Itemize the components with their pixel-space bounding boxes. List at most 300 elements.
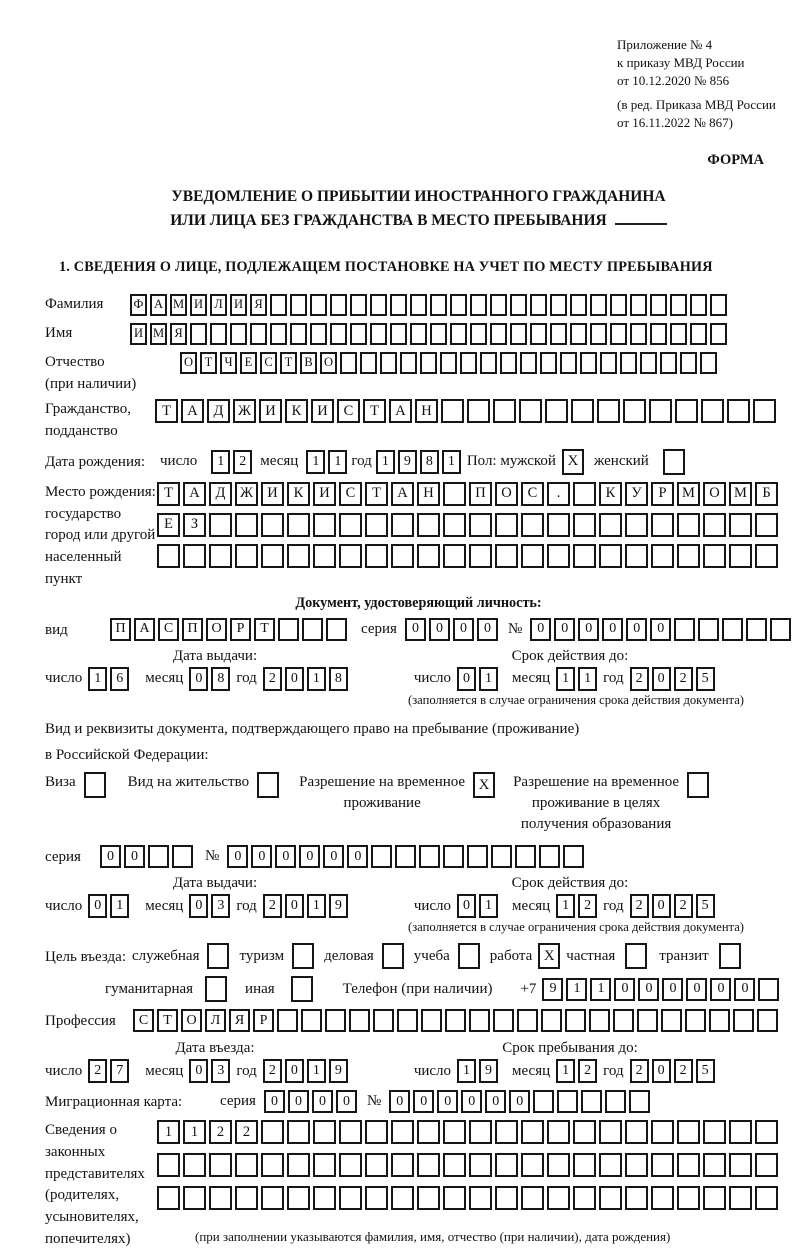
- form-cell[interactable]: 1: [556, 667, 575, 691]
- form-cell[interactable]: [443, 1120, 466, 1144]
- form-cell[interactable]: [330, 294, 347, 316]
- form-cell[interactable]: 0: [662, 978, 683, 1001]
- form-cell[interactable]: [443, 544, 466, 568]
- form-cell[interactable]: [540, 352, 557, 374]
- form-cell[interactable]: 1: [110, 894, 129, 918]
- form-cell[interactable]: [547, 1120, 570, 1144]
- form-cell[interactable]: [287, 1153, 310, 1177]
- form-cell[interactable]: 2: [88, 1059, 107, 1083]
- form-cell[interactable]: [625, 1120, 648, 1144]
- form-cell[interactable]: [480, 352, 497, 374]
- form-cell[interactable]: [755, 1186, 778, 1210]
- form-cell[interactable]: [490, 294, 507, 316]
- form-cell[interactable]: [391, 1186, 414, 1210]
- form-cell[interactable]: [680, 352, 697, 374]
- form-cell[interactable]: 2: [209, 1120, 232, 1144]
- form-cell[interactable]: [469, 1009, 490, 1032]
- form-cell[interactable]: М: [150, 323, 167, 345]
- form-cell[interactable]: 2: [263, 894, 282, 918]
- form-cell[interactable]: [637, 1009, 658, 1032]
- form-cell[interactable]: 0: [189, 894, 208, 918]
- form-cell[interactable]: [339, 544, 362, 568]
- form-cell[interactable]: 0: [336, 1090, 357, 1113]
- form-cell[interactable]: 0: [251, 845, 272, 868]
- form-cell[interactable]: [770, 618, 791, 641]
- form-cell[interactable]: [517, 1009, 538, 1032]
- form-cell[interactable]: [573, 1120, 596, 1144]
- form-cell[interactable]: [670, 294, 687, 316]
- form-cell[interactable]: X: [562, 449, 584, 475]
- form-cell[interactable]: [661, 1009, 682, 1032]
- form-cell[interactable]: [613, 1009, 634, 1032]
- form-cell[interactable]: [515, 845, 536, 868]
- form-cell[interactable]: [495, 544, 518, 568]
- form-cell[interactable]: 9: [329, 1059, 348, 1083]
- form-cell[interactable]: [727, 399, 750, 423]
- form-cell[interactable]: [495, 513, 518, 537]
- form-cell[interactable]: [610, 294, 627, 316]
- form-cell[interactable]: 3: [211, 894, 230, 918]
- form-cell[interactable]: [349, 1009, 370, 1032]
- form-cell[interactable]: У: [625, 482, 648, 506]
- form-cell[interactable]: 1: [183, 1120, 206, 1144]
- form-cell[interactable]: [183, 544, 206, 568]
- form-cell[interactable]: [440, 352, 457, 374]
- form-cell[interactable]: [651, 1153, 674, 1177]
- form-cell[interactable]: [629, 1090, 650, 1113]
- form-cell[interactable]: [557, 1090, 578, 1113]
- form-cell[interactable]: [460, 352, 477, 374]
- form-cell[interactable]: 1: [211, 450, 230, 474]
- form-cell[interactable]: [235, 1186, 258, 1210]
- form-cell[interactable]: 1: [479, 894, 498, 918]
- form-cell[interactable]: [313, 1186, 336, 1210]
- form-cell[interactable]: 0: [100, 845, 121, 868]
- form-cell[interactable]: М: [729, 482, 752, 506]
- form-cell[interactable]: [550, 323, 567, 345]
- form-cell[interactable]: [729, 1186, 752, 1210]
- form-cell[interactable]: [441, 399, 464, 423]
- form-cell[interactable]: [287, 513, 310, 537]
- form-cell[interactable]: И: [261, 482, 284, 506]
- form-cell[interactable]: 0: [652, 894, 671, 918]
- form-cell[interactable]: 2: [630, 894, 649, 918]
- form-cell[interactable]: 0: [734, 978, 755, 1001]
- form-cell[interactable]: [450, 294, 467, 316]
- form-cell[interactable]: 2: [578, 1059, 597, 1083]
- form-cell[interactable]: [610, 323, 627, 345]
- form-cell[interactable]: [495, 1186, 518, 1210]
- form-cell[interactable]: [157, 544, 180, 568]
- form-cell[interactable]: [469, 1153, 492, 1177]
- form-cell[interactable]: 0: [189, 667, 208, 691]
- form-cell[interactable]: [469, 544, 492, 568]
- form-cell[interactable]: В: [300, 352, 317, 374]
- form-cell[interactable]: Я: [229, 1009, 250, 1032]
- form-cell[interactable]: [261, 1153, 284, 1177]
- form-cell[interactable]: 0: [461, 1090, 482, 1113]
- form-cell[interactable]: 1: [306, 450, 325, 474]
- form-cell[interactable]: [573, 544, 596, 568]
- form-cell[interactable]: 0: [189, 1059, 208, 1083]
- form-cell[interactable]: 0: [457, 894, 476, 918]
- form-cell[interactable]: К: [285, 399, 308, 423]
- form-cell[interactable]: [581, 1090, 602, 1113]
- form-cell[interactable]: [625, 544, 648, 568]
- form-cell[interactable]: [746, 618, 767, 641]
- form-cell[interactable]: Н: [417, 482, 440, 506]
- form-cell[interactable]: 3: [211, 1059, 230, 1083]
- form-cell[interactable]: [278, 618, 299, 641]
- form-cell[interactable]: 0: [614, 978, 635, 1001]
- form-cell[interactable]: 0: [323, 845, 344, 868]
- form-cell[interactable]: [209, 1153, 232, 1177]
- form-cell[interactable]: [547, 513, 570, 537]
- form-cell[interactable]: [365, 1186, 388, 1210]
- form-cell[interactable]: [209, 1186, 232, 1210]
- form-cell[interactable]: 2: [263, 1059, 282, 1083]
- form-cell[interactable]: [350, 323, 367, 345]
- form-cell[interactable]: [550, 294, 567, 316]
- form-cell[interactable]: [599, 544, 622, 568]
- form-cell[interactable]: [570, 323, 587, 345]
- form-cell[interactable]: [620, 352, 637, 374]
- form-cell[interactable]: [685, 1009, 706, 1032]
- form-cell[interactable]: X: [538, 943, 560, 969]
- form-cell[interactable]: Т: [155, 399, 178, 423]
- form-cell[interactable]: 1: [590, 978, 611, 1001]
- form-cell[interactable]: 0: [602, 618, 623, 641]
- form-cell[interactable]: [755, 1153, 778, 1177]
- form-cell[interactable]: [443, 482, 466, 506]
- form-cell[interactable]: [235, 513, 258, 537]
- form-cell[interactable]: 0: [347, 845, 368, 868]
- form-cell[interactable]: [510, 323, 527, 345]
- form-cell[interactable]: 0: [453, 618, 474, 641]
- form-cell[interactable]: [729, 1153, 752, 1177]
- form-cell[interactable]: 1: [328, 450, 347, 474]
- form-cell[interactable]: [757, 1009, 778, 1032]
- form-cell[interactable]: Т: [363, 399, 386, 423]
- form-cell[interactable]: [599, 513, 622, 537]
- form-cell[interactable]: [469, 513, 492, 537]
- form-cell[interactable]: [339, 513, 362, 537]
- form-cell[interactable]: [365, 544, 388, 568]
- form-cell[interactable]: [257, 772, 279, 798]
- form-cell[interactable]: [430, 323, 447, 345]
- form-cell[interactable]: [400, 352, 417, 374]
- form-cell[interactable]: [391, 1120, 414, 1144]
- form-cell[interactable]: [395, 845, 416, 868]
- form-cell[interactable]: 9: [542, 978, 563, 1001]
- form-cell[interactable]: [287, 544, 310, 568]
- form-cell[interactable]: 1: [556, 894, 575, 918]
- form-cell[interactable]: [470, 323, 487, 345]
- form-cell[interactable]: 0: [650, 618, 671, 641]
- form-cell[interactable]: 0: [299, 845, 320, 868]
- form-cell[interactable]: 2: [674, 667, 693, 691]
- form-cell[interactable]: [519, 399, 542, 423]
- form-cell[interactable]: [650, 323, 667, 345]
- form-cell[interactable]: Ж: [233, 399, 256, 423]
- form-cell[interactable]: 2: [235, 1120, 258, 1144]
- form-cell[interactable]: [209, 544, 232, 568]
- form-cell[interactable]: [313, 513, 336, 537]
- form-cell[interactable]: 2: [263, 667, 282, 691]
- form-cell[interactable]: [373, 1009, 394, 1032]
- form-cell[interactable]: [530, 323, 547, 345]
- form-cell[interactable]: [397, 1009, 418, 1032]
- form-cell[interactable]: [420, 352, 437, 374]
- form-cell[interactable]: И: [230, 294, 247, 316]
- form-cell[interactable]: 1: [479, 667, 498, 691]
- form-cell[interactable]: 2: [674, 894, 693, 918]
- form-cell[interactable]: [419, 845, 440, 868]
- form-cell[interactable]: 0: [686, 978, 707, 1001]
- form-cell[interactable]: [469, 1120, 492, 1144]
- form-cell[interactable]: А: [391, 482, 414, 506]
- form-cell[interactable]: 0: [457, 667, 476, 691]
- form-cell[interactable]: [209, 513, 232, 537]
- form-cell[interactable]: 5: [696, 1059, 715, 1083]
- form-cell[interactable]: [698, 618, 719, 641]
- form-cell[interactable]: [651, 1120, 674, 1144]
- form-cell[interactable]: [547, 544, 570, 568]
- form-cell[interactable]: [339, 1186, 362, 1210]
- form-cell[interactable]: [391, 544, 414, 568]
- form-cell[interactable]: [709, 1009, 730, 1032]
- form-cell[interactable]: 1: [566, 978, 587, 1001]
- form-cell[interactable]: Д: [209, 482, 232, 506]
- form-cell[interactable]: [700, 352, 717, 374]
- form-cell[interactable]: Л: [205, 1009, 226, 1032]
- form-cell[interactable]: [630, 294, 647, 316]
- form-cell[interactable]: Н: [415, 399, 438, 423]
- form-cell[interactable]: [370, 294, 387, 316]
- form-cell[interactable]: 9: [479, 1059, 498, 1083]
- form-cell[interactable]: [340, 352, 357, 374]
- form-cell[interactable]: [310, 323, 327, 345]
- form-cell[interactable]: [703, 513, 726, 537]
- form-cell[interactable]: М: [170, 294, 187, 316]
- form-cell[interactable]: [755, 544, 778, 568]
- form-cell[interactable]: [380, 352, 397, 374]
- form-cell[interactable]: [365, 1153, 388, 1177]
- form-cell[interactable]: А: [134, 618, 155, 641]
- form-cell[interactable]: [493, 1009, 514, 1032]
- form-cell[interactable]: [390, 323, 407, 345]
- form-cell[interactable]: 0: [477, 618, 498, 641]
- form-cell[interactable]: [490, 323, 507, 345]
- form-cell[interactable]: [651, 544, 674, 568]
- form-cell[interactable]: [325, 1009, 346, 1032]
- form-cell[interactable]: [450, 323, 467, 345]
- form-cell[interactable]: Я: [170, 323, 187, 345]
- form-cell[interactable]: [701, 399, 724, 423]
- form-cell[interactable]: [710, 323, 727, 345]
- form-cell[interactable]: [467, 845, 488, 868]
- form-cell[interactable]: [261, 513, 284, 537]
- form-cell[interactable]: [521, 513, 544, 537]
- form-cell[interactable]: [469, 1186, 492, 1210]
- form-cell[interactable]: [651, 1186, 674, 1210]
- form-cell[interactable]: Р: [253, 1009, 274, 1032]
- form-cell[interactable]: [313, 1120, 336, 1144]
- form-cell[interactable]: 1: [457, 1059, 476, 1083]
- form-cell[interactable]: [710, 294, 727, 316]
- form-cell[interactable]: [590, 323, 607, 345]
- form-cell[interactable]: [729, 513, 752, 537]
- form-cell[interactable]: 0: [638, 978, 659, 1001]
- form-cell[interactable]: [292, 943, 314, 969]
- form-cell[interactable]: [84, 772, 106, 798]
- form-cell[interactable]: X: [473, 772, 495, 798]
- form-cell[interactable]: [261, 1120, 284, 1144]
- form-cell[interactable]: [371, 845, 392, 868]
- form-cell[interactable]: [755, 1120, 778, 1144]
- form-cell[interactable]: [719, 943, 741, 969]
- form-cell[interactable]: 2: [674, 1059, 693, 1083]
- form-cell[interactable]: [491, 845, 512, 868]
- form-cell[interactable]: Т: [254, 618, 275, 641]
- form-cell[interactable]: [391, 513, 414, 537]
- form-cell[interactable]: [290, 294, 307, 316]
- form-cell[interactable]: 2: [630, 1059, 649, 1083]
- form-cell[interactable]: [458, 943, 480, 969]
- form-cell[interactable]: [350, 294, 367, 316]
- form-cell[interactable]: 8: [329, 667, 348, 691]
- form-cell[interactable]: [391, 1153, 414, 1177]
- form-cell[interactable]: .: [547, 482, 570, 506]
- form-cell[interactable]: [600, 352, 617, 374]
- form-cell[interactable]: [599, 1186, 622, 1210]
- form-cell[interactable]: С: [260, 352, 277, 374]
- form-cell[interactable]: И: [311, 399, 334, 423]
- form-cell[interactable]: [261, 1186, 284, 1210]
- form-cell[interactable]: Б: [755, 482, 778, 506]
- form-cell[interactable]: [703, 1120, 726, 1144]
- form-cell[interactable]: [677, 1186, 700, 1210]
- form-cell[interactable]: Ф: [130, 294, 147, 316]
- form-cell[interactable]: [650, 294, 667, 316]
- form-cell[interactable]: [470, 294, 487, 316]
- form-cell[interactable]: С: [339, 482, 362, 506]
- form-cell[interactable]: [677, 1120, 700, 1144]
- form-cell[interactable]: [370, 323, 387, 345]
- form-cell[interactable]: 5: [696, 894, 715, 918]
- form-cell[interactable]: [729, 1120, 752, 1144]
- form-cell[interactable]: А: [389, 399, 412, 423]
- form-cell[interactable]: [467, 399, 490, 423]
- form-cell[interactable]: Е: [240, 352, 257, 374]
- form-cell[interactable]: [235, 544, 258, 568]
- form-cell[interactable]: 0: [124, 845, 145, 868]
- form-cell[interactable]: 0: [652, 1059, 671, 1083]
- form-cell[interactable]: О: [206, 618, 227, 641]
- form-cell[interactable]: [521, 1153, 544, 1177]
- form-cell[interactable]: [674, 618, 695, 641]
- form-cell[interactable]: [589, 1009, 610, 1032]
- form-cell[interactable]: [677, 544, 700, 568]
- form-cell[interactable]: [339, 1153, 362, 1177]
- form-cell[interactable]: [445, 1009, 466, 1032]
- form-cell[interactable]: [649, 399, 672, 423]
- form-cell[interactable]: [547, 1153, 570, 1177]
- form-cell[interactable]: 0: [227, 845, 248, 868]
- form-cell[interactable]: [443, 513, 466, 537]
- form-cell[interactable]: О: [181, 1009, 202, 1032]
- form-cell[interactable]: [623, 399, 646, 423]
- form-cell[interactable]: [597, 399, 620, 423]
- form-cell[interactable]: [339, 1120, 362, 1144]
- form-cell[interactable]: [663, 449, 685, 475]
- form-cell[interactable]: [690, 323, 707, 345]
- form-cell[interactable]: 8: [211, 667, 230, 691]
- form-cell[interactable]: [573, 1153, 596, 1177]
- form-cell[interactable]: [417, 1186, 440, 1210]
- form-cell[interactable]: 9: [398, 450, 417, 474]
- form-cell[interactable]: [183, 1153, 206, 1177]
- form-cell[interactable]: С: [133, 1009, 154, 1032]
- form-cell[interactable]: [190, 323, 207, 345]
- form-cell[interactable]: З: [183, 513, 206, 537]
- form-cell[interactable]: П: [110, 618, 131, 641]
- form-cell[interactable]: [722, 618, 743, 641]
- form-cell[interactable]: Л: [210, 294, 227, 316]
- form-cell[interactable]: 9: [329, 894, 348, 918]
- form-cell[interactable]: [287, 1120, 310, 1144]
- form-cell[interactable]: [573, 482, 596, 506]
- form-cell[interactable]: [541, 1009, 562, 1032]
- form-cell[interactable]: [599, 1153, 622, 1177]
- form-cell[interactable]: [210, 323, 227, 345]
- form-cell[interactable]: 0: [652, 667, 671, 691]
- form-cell[interactable]: [330, 323, 347, 345]
- form-cell[interactable]: [500, 352, 517, 374]
- form-cell[interactable]: [270, 294, 287, 316]
- form-cell[interactable]: 0: [288, 1090, 309, 1113]
- form-cell[interactable]: 2: [630, 667, 649, 691]
- form-cell[interactable]: [521, 544, 544, 568]
- form-cell[interactable]: [493, 399, 516, 423]
- form-cell[interactable]: Т: [280, 352, 297, 374]
- form-cell[interactable]: [148, 845, 169, 868]
- form-cell[interactable]: [625, 1186, 648, 1210]
- form-cell[interactable]: [365, 513, 388, 537]
- form-cell[interactable]: [690, 294, 707, 316]
- form-cell[interactable]: 1: [556, 1059, 575, 1083]
- form-cell[interactable]: [235, 1153, 258, 1177]
- form-cell[interactable]: [573, 1186, 596, 1210]
- form-cell[interactable]: [521, 1120, 544, 1144]
- form-cell[interactable]: И: [259, 399, 282, 423]
- form-cell[interactable]: [382, 943, 404, 969]
- form-cell[interactable]: С: [158, 618, 179, 641]
- form-cell[interactable]: П: [182, 618, 203, 641]
- form-cell[interactable]: [521, 1186, 544, 1210]
- form-cell[interactable]: Т: [157, 482, 180, 506]
- form-cell[interactable]: [301, 1009, 322, 1032]
- form-cell[interactable]: [205, 976, 227, 1002]
- form-cell[interactable]: 0: [88, 894, 107, 918]
- form-cell[interactable]: 0: [530, 618, 551, 641]
- form-cell[interactable]: [677, 1153, 700, 1177]
- form-cell[interactable]: [590, 294, 607, 316]
- form-cell[interactable]: [703, 1186, 726, 1210]
- form-cell[interactable]: [291, 976, 313, 1002]
- form-cell[interactable]: Т: [365, 482, 388, 506]
- form-cell[interactable]: [545, 399, 568, 423]
